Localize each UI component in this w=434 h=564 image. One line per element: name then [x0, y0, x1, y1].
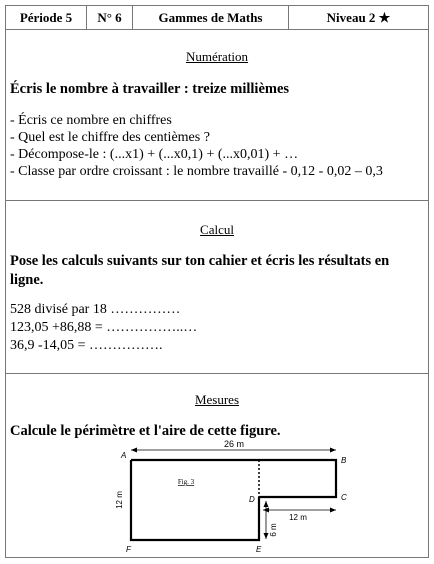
figure-caption: Fig. 3 — [177, 478, 195, 486]
worksheet — [5, 5, 429, 558]
mesures-title: Mesures — [194, 392, 240, 407]
point-label-f: F — [126, 545, 131, 554]
arrowhead — [264, 501, 269, 507]
niveau-cell: Niveau 2 ★ — [326, 9, 391, 25]
numeration-item: - Écris ce nombre en chiffres — [10, 113, 172, 128]
numeration-instruction: Écris le nombre à travailler : treize millièmes — [10, 81, 290, 97]
calcul-item: 36,9 -14,05 = ……………. — [10, 338, 163, 353]
arrowhead — [264, 533, 269, 539]
arrowhead — [330, 508, 336, 513]
figure-outline-left — [131, 460, 259, 540]
mesures-instruction: Calcule le périmètre et l'aire de cette figure. — [10, 423, 281, 439]
calcul-instruction: Pose les calculs suivants sur ton cahier et écris les résultats en ligne. — [10, 253, 390, 288]
title-cell: Gammes de Maths — [133, 6, 289, 29]
calcul-item: 528 divisé par 18 …………… — [10, 302, 181, 317]
dim-lower-label: 12 m — [289, 513, 307, 522]
figure-outline-right — [259, 460, 336, 497]
point-label-d: D — [249, 495, 255, 504]
geometry-figure — [6, 375, 428, 558]
numeration-item: - Décompose-le : (...x1) + (...x0,1) + (...x0,01) + … — [10, 147, 299, 162]
periode-cell: Période 5 — [6, 6, 87, 29]
numero-cell: N° 6 — [87, 6, 133, 29]
dim-top-label: 26 m — [223, 439, 245, 449]
point-label-c: C — [341, 493, 347, 502]
point-label-e: E — [256, 545, 262, 554]
arrowhead — [330, 448, 336, 453]
numeration-item: - Classe par ordre croissant : le nombre travaillé - 0,12 - 0,02 – 0,3 — [10, 164, 383, 179]
dim-left-label: 12 m — [115, 491, 124, 509]
point-label-a: A — [121, 451, 127, 460]
calcul-section — [6, 202, 428, 374]
numeration-item: - Quel est le chiffre des centièmes ? — [10, 130, 210, 145]
point-label-b: B — [341, 456, 347, 465]
header-bar — [6, 6, 428, 30]
dim-step-label: 6 m — [269, 523, 278, 537]
calcul-title: Calcul — [200, 222, 234, 237]
calcul-item: 123,05 +86,88 = ……………..… — [10, 320, 198, 335]
numeration-title: Numération — [185, 49, 249, 64]
numeration-section — [6, 29, 428, 201]
mesures-section — [6, 375, 428, 558]
arrowhead — [131, 448, 137, 453]
